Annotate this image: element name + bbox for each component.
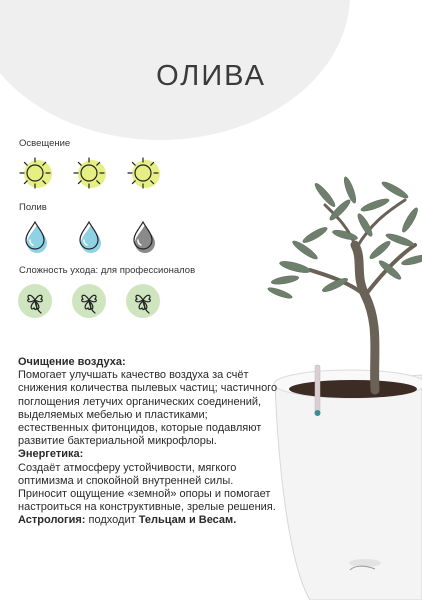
lighting-icons bbox=[17, 155, 179, 191]
astro-text: подходит bbox=[88, 514, 136, 527]
care-icons bbox=[17, 283, 179, 319]
watering-icons bbox=[17, 218, 179, 254]
clover-icon bbox=[71, 283, 107, 319]
water-drop-icon bbox=[17, 218, 53, 254]
air-heading: Очищение воздуха: bbox=[18, 356, 126, 368]
sun-icon bbox=[17, 155, 53, 191]
sun-icon bbox=[71, 155, 107, 191]
water-drop-icon bbox=[71, 218, 107, 254]
clover-icon bbox=[125, 283, 161, 319]
olive-plant-image bbox=[255, 175, 422, 600]
astro-heading: Астрология: bbox=[18, 514, 86, 527]
care-label: Сложность ухода: для профессионалов bbox=[19, 265, 196, 276]
energy-text: Создаёт атмосферу устойчивости, мягкого оптимизма и спокойной внутренней силы. Приносит ощущение «земной» опоры и помогает настроиться на конструктивные, зрелые решения. bbox=[18, 461, 276, 514]
air-text: Помогает улучшать качество воздуха за счёт снижения количества пылевых частиц; частичного поглощения летучих органических соединений, выделяемых мебелью и пластиками; естественных фитонцидов, которые подавляют развитие бактериальной микрофлоры. bbox=[18, 369, 278, 448]
astro-signs: Тельцам и Весам. bbox=[138, 514, 237, 527]
energy-heading: Энергетика: bbox=[18, 448, 84, 461]
water-drop-icon bbox=[125, 218, 161, 254]
sun-icon bbox=[125, 155, 161, 191]
watering-label: Полив bbox=[19, 202, 47, 213]
page-title: ОЛИВА bbox=[156, 60, 266, 92]
clover-icon bbox=[17, 283, 53, 319]
lighting-label: Освещение bbox=[19, 138, 71, 149]
plant-description bbox=[18, 356, 280, 528]
